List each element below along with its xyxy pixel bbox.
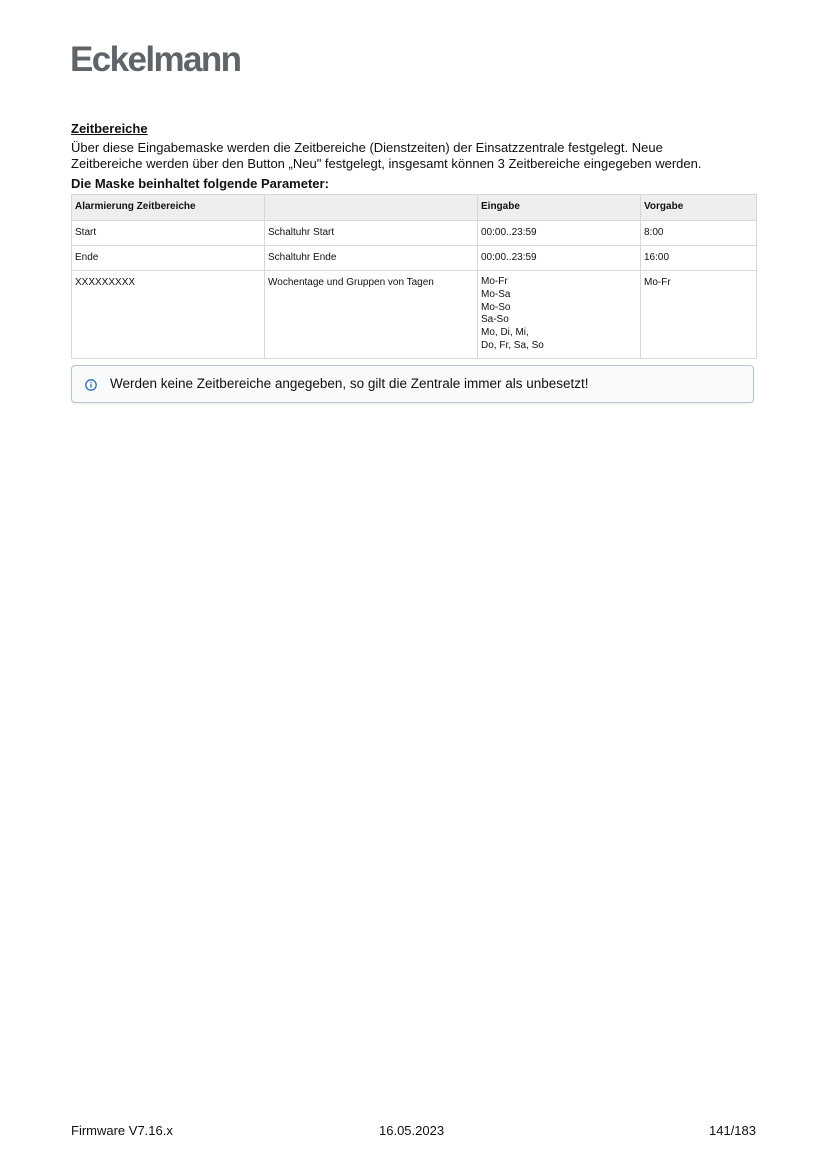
input-option: Sa-So [481, 314, 509, 326]
info-note-text: Werden keine Zeitbereiche angegeben, so gilt die Zentrale immer als unbesetzt! [110, 375, 589, 391]
table-row [72, 271, 757, 359]
row-default: 16:00 [641, 246, 757, 271]
info-note [71, 365, 754, 403]
intro-line-1: Über diese Eingabemaske werden die Zeitbereiche (Dienstzeiten) der Einsatzzentrale festgelegt. Neue [71, 140, 663, 155]
row-description: Schaltuhr Start [265, 221, 478, 246]
input-option: Mo-Sa [481, 288, 511, 300]
input-option: Mo-Fr [481, 276, 508, 287]
row-description: Wochentage und Gruppen von Tagen [265, 271, 478, 359]
header-alarmierung: Alarmierung Zeitbereiche [72, 195, 265, 221]
header-vorgabe: Vorgabe [641, 195, 757, 221]
header-eingabe: Eingabe [478, 195, 641, 221]
eckelmann-logo: Eckelmann [70, 40, 241, 79]
row-default: 8:00 [641, 221, 757, 246]
row-name: XXXXXXXXX [72, 271, 265, 359]
footer-date: 16.05.2023 [379, 1123, 445, 1138]
footer-firmware: Firmware V7.16.x [71, 1123, 173, 1138]
row-name: Start [72, 221, 265, 246]
footer-page-number: 141/183 [709, 1123, 756, 1138]
table-row [72, 221, 757, 246]
input-option: Do, Fr, Sa, So [481, 339, 544, 351]
row-input [478, 271, 641, 359]
intro-line-2: Zeitbereiche werden über den Button „Neu" festgelegt, insgesamt können 3 Zeitbereiche eingegeben werden. [71, 156, 702, 171]
header-description [265, 195, 478, 221]
table-row [72, 246, 757, 271]
row-input: 00:00..23:59 [478, 221, 641, 246]
parameter-subtitle: Die Maske beinhaltet folgende Parameter: [71, 176, 329, 191]
row-description: Schaltuhr Ende [265, 246, 478, 271]
row-name: Ende [72, 246, 265, 271]
main-content [71, 121, 756, 403]
info-circle-icon [85, 378, 97, 390]
section-title: Zeitbereiche [71, 121, 148, 136]
row-input: 00:00..23:59 [478, 246, 641, 271]
parameter-table [71, 194, 757, 359]
page-footer [71, 1123, 756, 1139]
input-option: Mo, Di, Mi, [481, 327, 529, 339]
input-option: Mo-So [481, 301, 511, 313]
table-header-row [72, 195, 757, 221]
row-default: Mo-Fr [641, 271, 757, 359]
intro-paragraph [71, 140, 756, 172]
